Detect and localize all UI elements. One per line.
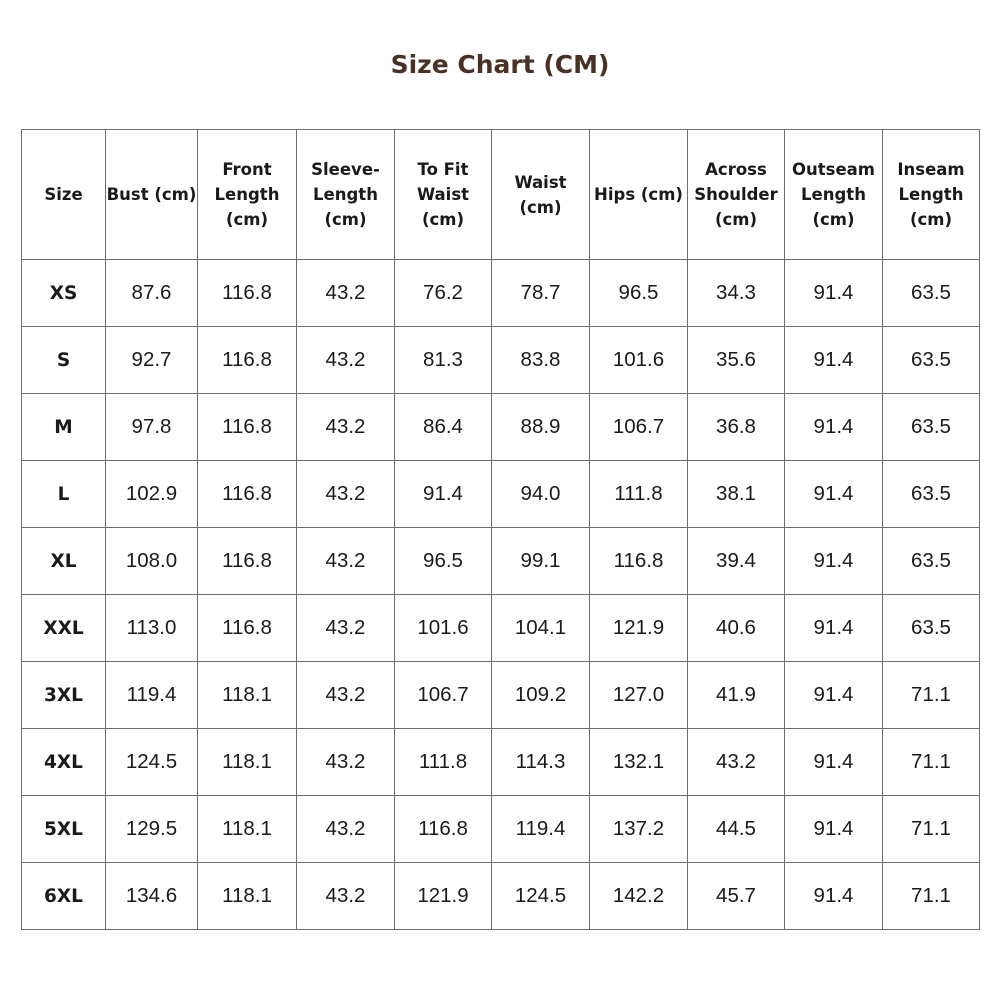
measurement-cell: 94.0 <box>492 461 590 528</box>
measurement-cell: 81.3 <box>395 327 492 394</box>
measurement-cell: 92.7 <box>106 327 198 394</box>
measurement-cell: 43.2 <box>297 327 395 394</box>
measurement-cell: 124.5 <box>106 729 198 796</box>
column-header-line: (cm) <box>812 210 855 229</box>
measurement-cell: 71.1 <box>883 796 980 863</box>
column-header-line: Waist <box>416 185 470 204</box>
measurement-cell: 36.8 <box>688 394 785 461</box>
column-header-line: Size <box>44 185 83 204</box>
measurement-cell: 91.4 <box>785 260 883 327</box>
measurement-cell: 134.6 <box>106 863 198 930</box>
measurement-cell: 43.2 <box>688 729 785 796</box>
measurement-cell: 91.4 <box>785 528 883 595</box>
measurement-cell: 63.5 <box>883 595 980 662</box>
size-chart-table <box>21 129 980 930</box>
column-header-line: Shoulder <box>694 185 778 204</box>
measurement-cell: 35.6 <box>688 327 785 394</box>
column-header-line: Inseam <box>897 160 965 179</box>
measurement-cell: 71.1 <box>883 662 980 729</box>
column-header <box>22 130 106 260</box>
table-row <box>22 327 980 394</box>
column-header-line: Across <box>705 160 767 179</box>
column-header <box>688 130 785 260</box>
measurement-cell: 91.4 <box>785 796 883 863</box>
size-label-cell: XL <box>22 528 106 595</box>
measurement-cell: 63.5 <box>883 528 980 595</box>
table-row <box>22 595 980 662</box>
size-label-cell: XXL <box>22 595 106 662</box>
size-label-cell: L <box>22 461 106 528</box>
measurement-cell: 111.8 <box>590 461 688 528</box>
table-row <box>22 796 980 863</box>
column-header <box>883 130 980 260</box>
measurement-cell: 116.8 <box>395 796 492 863</box>
measurement-cell: 91.4 <box>785 729 883 796</box>
measurement-cell: 43.2 <box>297 796 395 863</box>
column-header-line: To Fit <box>417 160 469 179</box>
table-row <box>22 729 980 796</box>
measurement-cell: 118.1 <box>198 729 297 796</box>
column-header <box>106 130 198 260</box>
measurement-cell: 63.5 <box>883 327 980 394</box>
table-header-row <box>22 130 980 260</box>
measurement-cell: 63.5 <box>883 461 980 528</box>
measurement-cell: 129.5 <box>106 796 198 863</box>
measurement-cell: 116.8 <box>198 260 297 327</box>
measurement-cell: 137.2 <box>590 796 688 863</box>
measurement-cell: 43.2 <box>297 863 395 930</box>
size-label-cell: XS <box>22 260 106 327</box>
measurement-cell: 43.2 <box>297 595 395 662</box>
measurement-cell: 113.0 <box>106 595 198 662</box>
measurement-cell: 104.1 <box>492 595 590 662</box>
measurement-cell: 87.6 <box>106 260 198 327</box>
measurement-cell: 43.2 <box>297 729 395 796</box>
table-row <box>22 461 980 528</box>
measurement-cell: 88.9 <box>492 394 590 461</box>
measurement-cell: 91.4 <box>785 595 883 662</box>
measurement-cell: 34.3 <box>688 260 785 327</box>
measurement-cell: 106.7 <box>395 662 492 729</box>
measurement-cell: 142.2 <box>590 863 688 930</box>
measurement-cell: 39.4 <box>688 528 785 595</box>
measurement-cell: 119.4 <box>106 662 198 729</box>
measurement-cell: 116.8 <box>198 327 297 394</box>
column-header-line: (cm) <box>909 210 953 229</box>
measurement-cell: 86.4 <box>395 394 492 461</box>
size-label-cell: 5XL <box>22 796 106 863</box>
column-header <box>395 130 492 260</box>
column-header <box>198 130 297 260</box>
size-label-cell: M <box>22 394 106 461</box>
column-header-line: Length <box>214 185 280 204</box>
measurement-cell: 118.1 <box>198 863 297 930</box>
measurement-cell: 44.5 <box>688 796 785 863</box>
measurement-cell: 71.1 <box>883 729 980 796</box>
measurement-cell: 83.8 <box>492 327 590 394</box>
measurement-cell: 43.2 <box>297 461 395 528</box>
column-header-line: Length <box>313 185 378 204</box>
measurement-cell: 101.6 <box>395 595 492 662</box>
measurement-cell: 91.4 <box>785 394 883 461</box>
column-header-line: (cm) <box>225 210 269 229</box>
table-row <box>22 394 980 461</box>
column-header <box>297 130 395 260</box>
measurement-cell: 118.1 <box>198 662 297 729</box>
measurement-cell: 71.1 <box>883 863 980 930</box>
measurement-cell: 119.4 <box>492 796 590 863</box>
size-label-cell: S <box>22 327 106 394</box>
measurement-cell: 91.4 <box>395 461 492 528</box>
column-header <box>590 130 688 260</box>
measurement-cell: 121.9 <box>590 595 688 662</box>
measurement-cell: 116.8 <box>590 528 688 595</box>
measurement-cell: 40.6 <box>688 595 785 662</box>
column-header-line: Hips (cm) <box>594 185 683 204</box>
measurement-cell: 108.0 <box>106 528 198 595</box>
measurement-cell: 118.1 <box>198 796 297 863</box>
column-header-line: Length <box>801 185 866 204</box>
table-row <box>22 528 980 595</box>
column-header-line: Bust (cm) <box>106 185 197 204</box>
measurement-cell: 91.4 <box>785 461 883 528</box>
measurement-cell: 127.0 <box>590 662 688 729</box>
measurement-cell: 63.5 <box>883 260 980 327</box>
column-header-line: (cm) <box>714 210 758 229</box>
measurement-cell: 132.1 <box>590 729 688 796</box>
measurement-cell: 43.2 <box>297 528 395 595</box>
measurement-cell: 121.9 <box>395 863 492 930</box>
measurement-cell: 76.2 <box>395 260 492 327</box>
column-header-line: (cm) <box>421 210 465 229</box>
measurement-cell: 45.7 <box>688 863 785 930</box>
table-row <box>22 260 980 327</box>
measurement-cell: 102.9 <box>106 461 198 528</box>
column-header-line: Sleeve- <box>311 160 380 179</box>
table-row <box>22 863 980 930</box>
column-header-line: Length <box>898 185 964 204</box>
page-title: Size Chart (CM) <box>390 50 610 79</box>
measurement-cell: 116.8 <box>198 595 297 662</box>
measurement-cell: 43.2 <box>297 662 395 729</box>
table-row <box>22 662 980 729</box>
measurement-cell: 96.5 <box>590 260 688 327</box>
measurement-cell: 116.8 <box>198 528 297 595</box>
measurement-cell: 38.1 <box>688 461 785 528</box>
measurement-cell: 41.9 <box>688 662 785 729</box>
measurement-cell: 43.2 <box>297 260 395 327</box>
measurement-cell: 106.7 <box>590 394 688 461</box>
measurement-cell: 101.6 <box>590 327 688 394</box>
measurement-cell: 91.4 <box>785 662 883 729</box>
column-header-line: (cm) <box>324 210 367 229</box>
column-header-line: Waist <box>514 172 567 192</box>
measurement-cell: 111.8 <box>395 729 492 796</box>
measurement-cell: 91.4 <box>785 327 883 394</box>
measurement-cell: 97.8 <box>106 394 198 461</box>
measurement-cell: 116.8 <box>198 461 297 528</box>
column-header-line: Outseam <box>792 160 875 179</box>
column-header-line: (cm) <box>519 197 562 217</box>
measurement-cell: 124.5 <box>492 863 590 930</box>
column-header <box>785 130 883 260</box>
size-label-cell: 4XL <box>22 729 106 796</box>
measurement-cell: 63.5 <box>883 394 980 461</box>
size-label-cell: 6XL <box>22 863 106 930</box>
measurement-cell: 109.2 <box>492 662 590 729</box>
measurement-cell: 116.8 <box>198 394 297 461</box>
measurement-cell: 96.5 <box>395 528 492 595</box>
measurement-cell: 114.3 <box>492 729 590 796</box>
table-body <box>22 260 980 930</box>
measurement-cell: 91.4 <box>785 863 883 930</box>
size-label-cell: 3XL <box>22 662 106 729</box>
measurement-cell: 78.7 <box>492 260 590 327</box>
column-header <box>492 130 590 260</box>
column-header-line: Front <box>222 160 272 179</box>
measurement-cell: 43.2 <box>297 394 395 461</box>
measurement-cell: 99.1 <box>492 528 590 595</box>
